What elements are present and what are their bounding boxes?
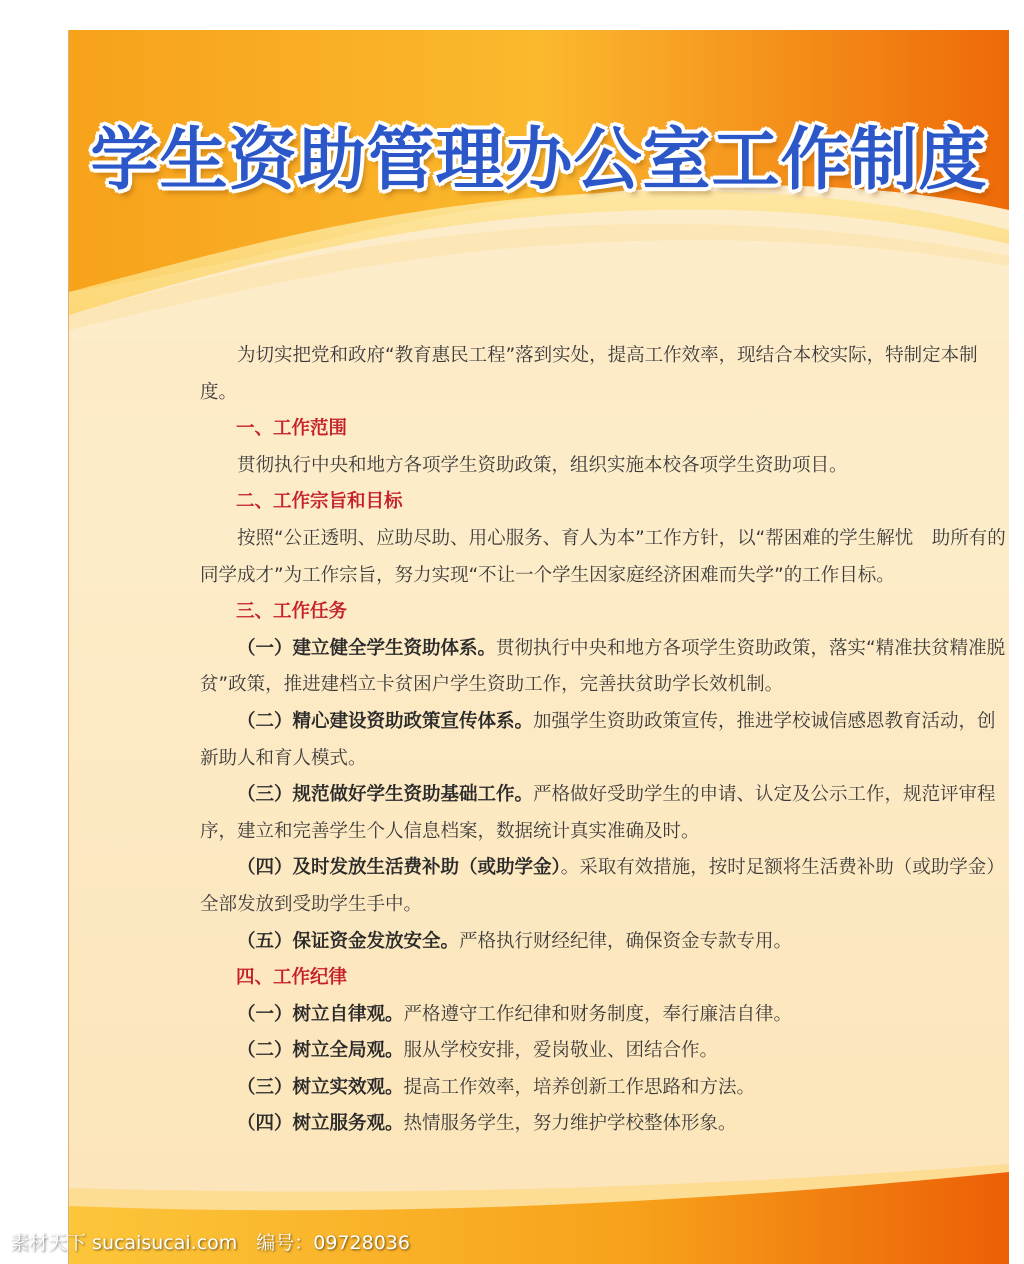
poster (68, 30, 1009, 1264)
task-text: 严格执行财经纪律，确保资金专款专用。 (459, 930, 793, 952)
task-item (200, 924, 1009, 961)
watermark-text: 素材天下 sucaisucai.com 编号：09728036 (10, 1232, 410, 1254)
section-heading: 三、工作任务 (236, 601, 348, 623)
task-lead: （三）规范做好学生资助基础工作。 (237, 784, 534, 806)
page-title: 学生资助管理办公室工作制度 (90, 121, 988, 200)
discipline-text: 服从学校安排，爱岗敬业、团结合作。 (403, 1040, 719, 1062)
task-text: 贯彻执行中央和地方各项学生资助政策，落实“精准扶贫精准脱贫”政策，推进建档立卡贫困户学生资助工作，完善扶贫助学长效机制。 (200, 637, 1006, 696)
document-body (200, 338, 1009, 1143)
task-lead: （四）及时发放生活费补助（或助学金） (237, 857, 561, 879)
discipline-text: 严格遵守工作纪律和财务制度，奉行廉洁自律。 (403, 1003, 793, 1025)
task-lead: （一）建立健全学生资助体系。 (237, 637, 497, 659)
discipline-text: 提高工作效率，培养创新工作思路和方法。 (403, 1076, 756, 1098)
section-body: 贯彻执行中央和地方各项学生资助政策，组织实施本校各项学生资助项目。 (237, 454, 848, 476)
intro-paragraph: 为切实把党和政府“教育惠民工程”落到实处，提高工作效率，现结合本校实际，特制定本制度。 (200, 345, 978, 403)
discipline-lead: （四）树立服务观。 (237, 1113, 404, 1135)
discipline-item (200, 997, 1009, 1034)
task-item (200, 631, 1009, 704)
task-lead: （五）保证资金发放安全。 (237, 930, 460, 952)
discipline-lead: （三）树立实效观。 (237, 1076, 404, 1098)
task-item (200, 777, 1009, 850)
discipline-item (200, 1033, 1009, 1070)
task-text: 加强学生资助政策宣传，推进学校诚信感恩教育活动，创新助人和育人模式。 (200, 710, 996, 769)
discipline-text: 热情服务学生，努力维护学校整体形象。 (403, 1113, 737, 1135)
discipline-lead: （二）树立全局观。 (237, 1040, 404, 1062)
section-body: 按照“公正透明、应助尽助、用心服务、育人为本”工作方针，以“帮困难的学生解忧 助所有的同学成才”为工作宗旨，努力实现“不让一个学生因家庭经济困难而失学”的工作目标。 (200, 527, 1006, 586)
discipline-lead: （一）树立自律观。 (237, 1003, 404, 1025)
task-item (200, 850, 1009, 923)
discipline-item (200, 1070, 1009, 1107)
task-text: 严格做好受助学生的申请、认定及公示工作，规范评审程序，建立和完善学生个人信息档案，数据统计真实准确及时。 (200, 784, 996, 842)
task-item (200, 704, 1009, 777)
task-text: 。采取有效措施，按时足额将生活费补助（或助学金）全部发放到受助学生手中。 (200, 857, 1005, 915)
task-lead: （二）精心建设资助政策宣传体系。 (237, 710, 534, 732)
section-heading: 一、工作范围 (236, 418, 348, 440)
section-heading: 二、工作宗旨和目标 (236, 491, 403, 513)
section-heading: 四、工作纪律 (236, 967, 348, 989)
discipline-item (200, 1106, 1009, 1143)
